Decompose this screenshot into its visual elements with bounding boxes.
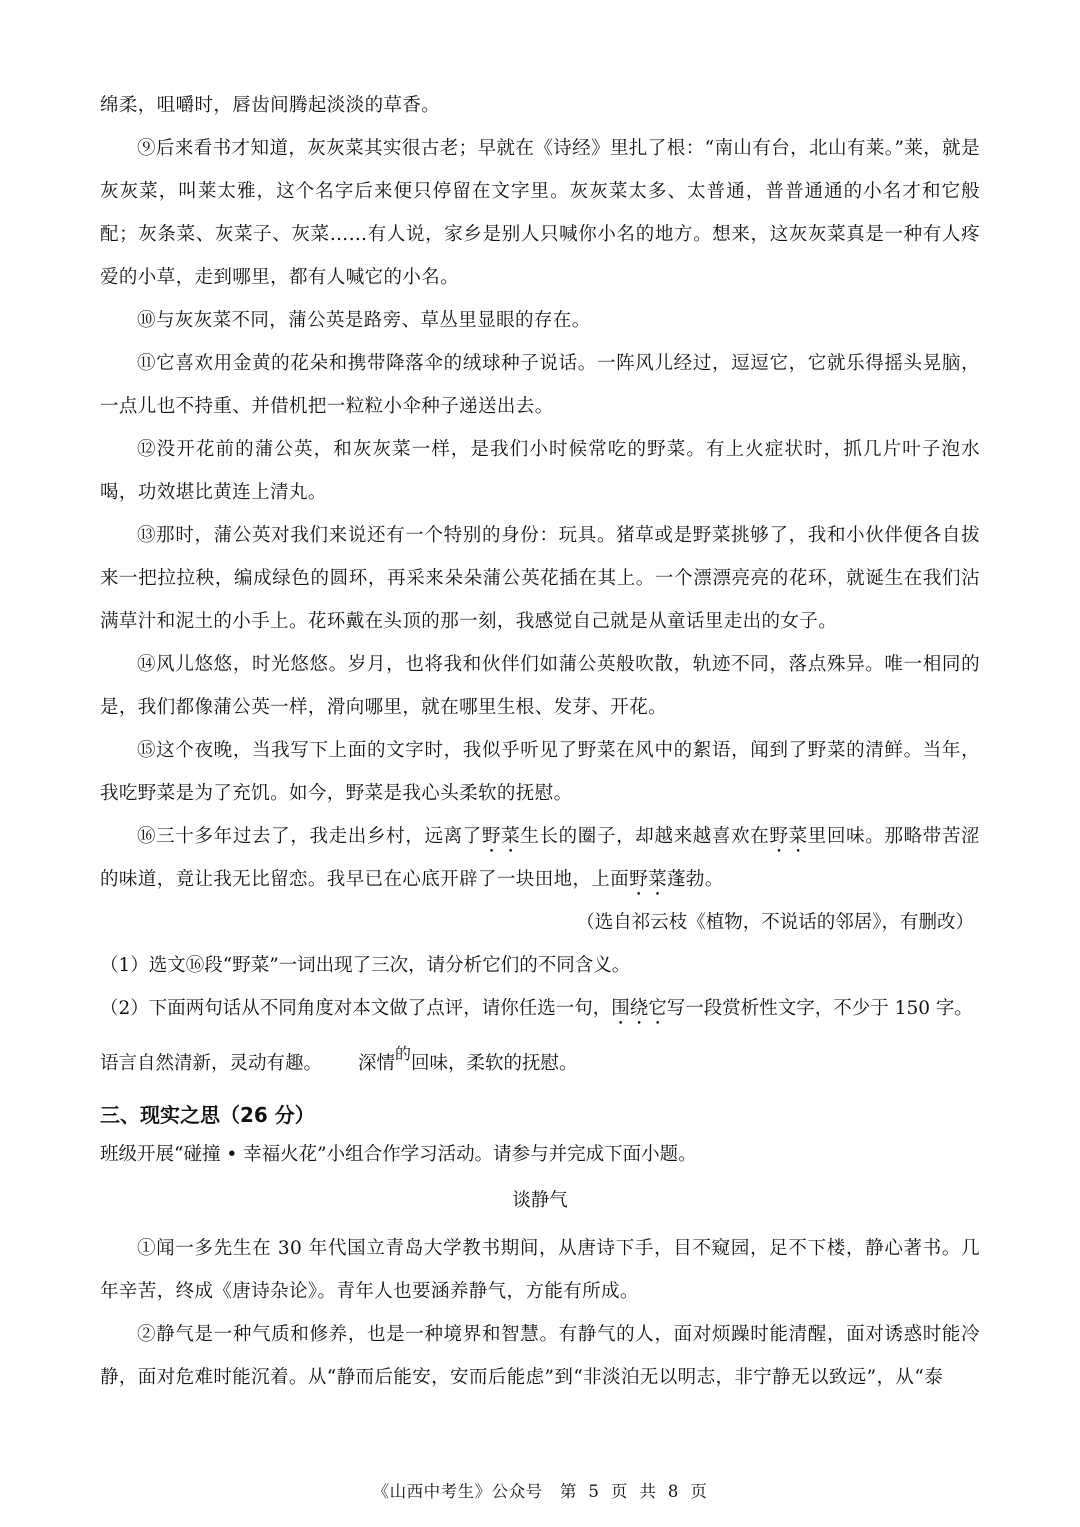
question-1: （1）选文⑯段“野菜”一词出现了三次，请分析它们的不同含义。 (100, 955, 631, 976)
p16-text-a: ⑯三十多年过去了，我走出乡村，远离了 (137, 826, 482, 847)
question-2 (100, 987, 980, 1030)
article-paragraph-16 (100, 815, 980, 901)
exam-page (100, 84, 980, 1399)
option-b (358, 1044, 578, 1074)
article-paragraph-12: ⑫没开花前的蒲公英，和灰灰菜一样，是我们小时候常吃的野菜。有上火症状时，抓几片叶子泡水喝，功效堪比黄连上清丸。 (100, 439, 980, 503)
q2-text-c: 写一段赏析性文字，不少于 150 字。 (666, 998, 973, 1019)
essay-paragraph-1: ①闻一多先生在 30 年代国立青岛大学教书期间，从唐诗下手，目不窥园，足不下楼，静心著书。几年辛苦，终成《唐诗杂论》。青年人也要涵养静气，方能有所成。 (100, 1238, 980, 1302)
page-footer: 《山西中考生》公众号 第 5 页 共 8 页 (372, 1482, 708, 1501)
p16-text-c: 生长的圈子，却越来越喜欢在 (520, 826, 770, 847)
p16-text-e: 里回味。那略带苦涩的味道，竟让我无比留恋。我早已在心底开辟了一块田地，上面 (100, 826, 981, 890)
p16-emphasis-3: 野菜 (629, 869, 668, 890)
question-2-options (100, 1042, 980, 1085)
p16-text-g: 蓬勃。 (667, 869, 724, 890)
option-b-part-2: 回味，柔软的抚慰。 (411, 1053, 578, 1074)
essay-title: 谈静气 (512, 1190, 568, 1211)
p16-emphasis-1: 野菜 (481, 826, 521, 847)
article-paragraph-11: ⑪它喜欢用金黄的花朵和携带降落伞的绒球种子说话。一阵风儿经过，逗逗它，它就乐得摇头晃脑，一点儿也不持重、并借机把一粒粒小伞种子递送出去。 (100, 353, 980, 417)
article-paragraph-continued: 绵柔，咀嚼时，唇齿间腾起淡淡的草香。 (100, 95, 441, 116)
option-b-sup: 的 (395, 1044, 412, 1063)
article-paragraph-13: ⑬那时，蒲公英对我们来说还有一个特别的身份：玩具。猪草或是野菜挑够了，我和小伙伴便各自拔来一把拉拉秧，编成绿色的圆环，再采来朵朵蒲公英花插在其上。一个漂漂亮亮的花环，就诞生在我们沾满草汁和泥土的小手上。花环戴在头顶的那一刻，我感觉自己就是从童话里走出的女子。 (100, 525, 980, 632)
article-paragraph-15: ⑮这个夜晚，当我写下上面的文字时，我似乎听见了野菜在风中的絮语，闻到了野菜的清鲜。当年，我吃野菜是为了充饥。如今，野菜是我心头柔软的抚慰。 (100, 740, 980, 804)
article-paragraph-14: ⑭风儿悠悠，时光悠悠。岁月，也将我和伙伴们如蒲公英般吹散，轨迹不同，落点殊异。唯一相同的是，我们都像蒲公英一样，滑向哪里，就在哪里生根、发芽、开花。 (100, 654, 980, 718)
q2-text-a: （2）下面两句话从不同角度对本文做了点评，请你任选一句， (100, 998, 612, 1019)
option-a: 语言自然清新，灵动有趣。 (100, 1053, 323, 1074)
q2-emphasis: 围绕它 (611, 998, 667, 1019)
option-b-part-1: 深情 (358, 1053, 396, 1074)
section-3-intro: 班级开展“碰撞 • 幸福火花”小组合作学习活动。请参与并完成下面小题。 (100, 1144, 697, 1165)
essay-paragraph-2: ②静气是一种气质和修养，也是一种境界和智慧。有静气的人，面对烦躁时能清醒，面对诱惑时能冷静，面对危难时能沉着。从“静而后能安，安而后能虑”到“非淡泊无以明志，非宁静无以致远”，从“泰 (100, 1324, 980, 1388)
article-paragraph-9: ⑨后来看书才知道，灰灰菜其实很古老；早就在《诗经》里扎了根：“南山有台，北山有莱。”莱，就是灰灰菜，叫莱太雅，这个名字后来便只停留在文字里。灰灰菜太多、太普通，普普通通的小名才和它般配；灰条菜、灰菜子、灰菜……有人说，家乡是别人只喊你小名的地方。想来，这灰灰菜真是一种有人疼爱的小草，走到哪里，都有人喊它的小名。 (100, 138, 980, 288)
section-3-heading: 三、现实之思（26 分） (100, 1103, 315, 1127)
article-paragraph-10: ⑩与灰灰菜不同，蒲公英是路旁、草丛里显眼的存在。 (137, 310, 591, 331)
p16-emphasis-2: 野菜 (769, 826, 808, 847)
article-source: （选自祁云枝《植物，不说话的邻居》，有删改） (576, 912, 974, 933)
